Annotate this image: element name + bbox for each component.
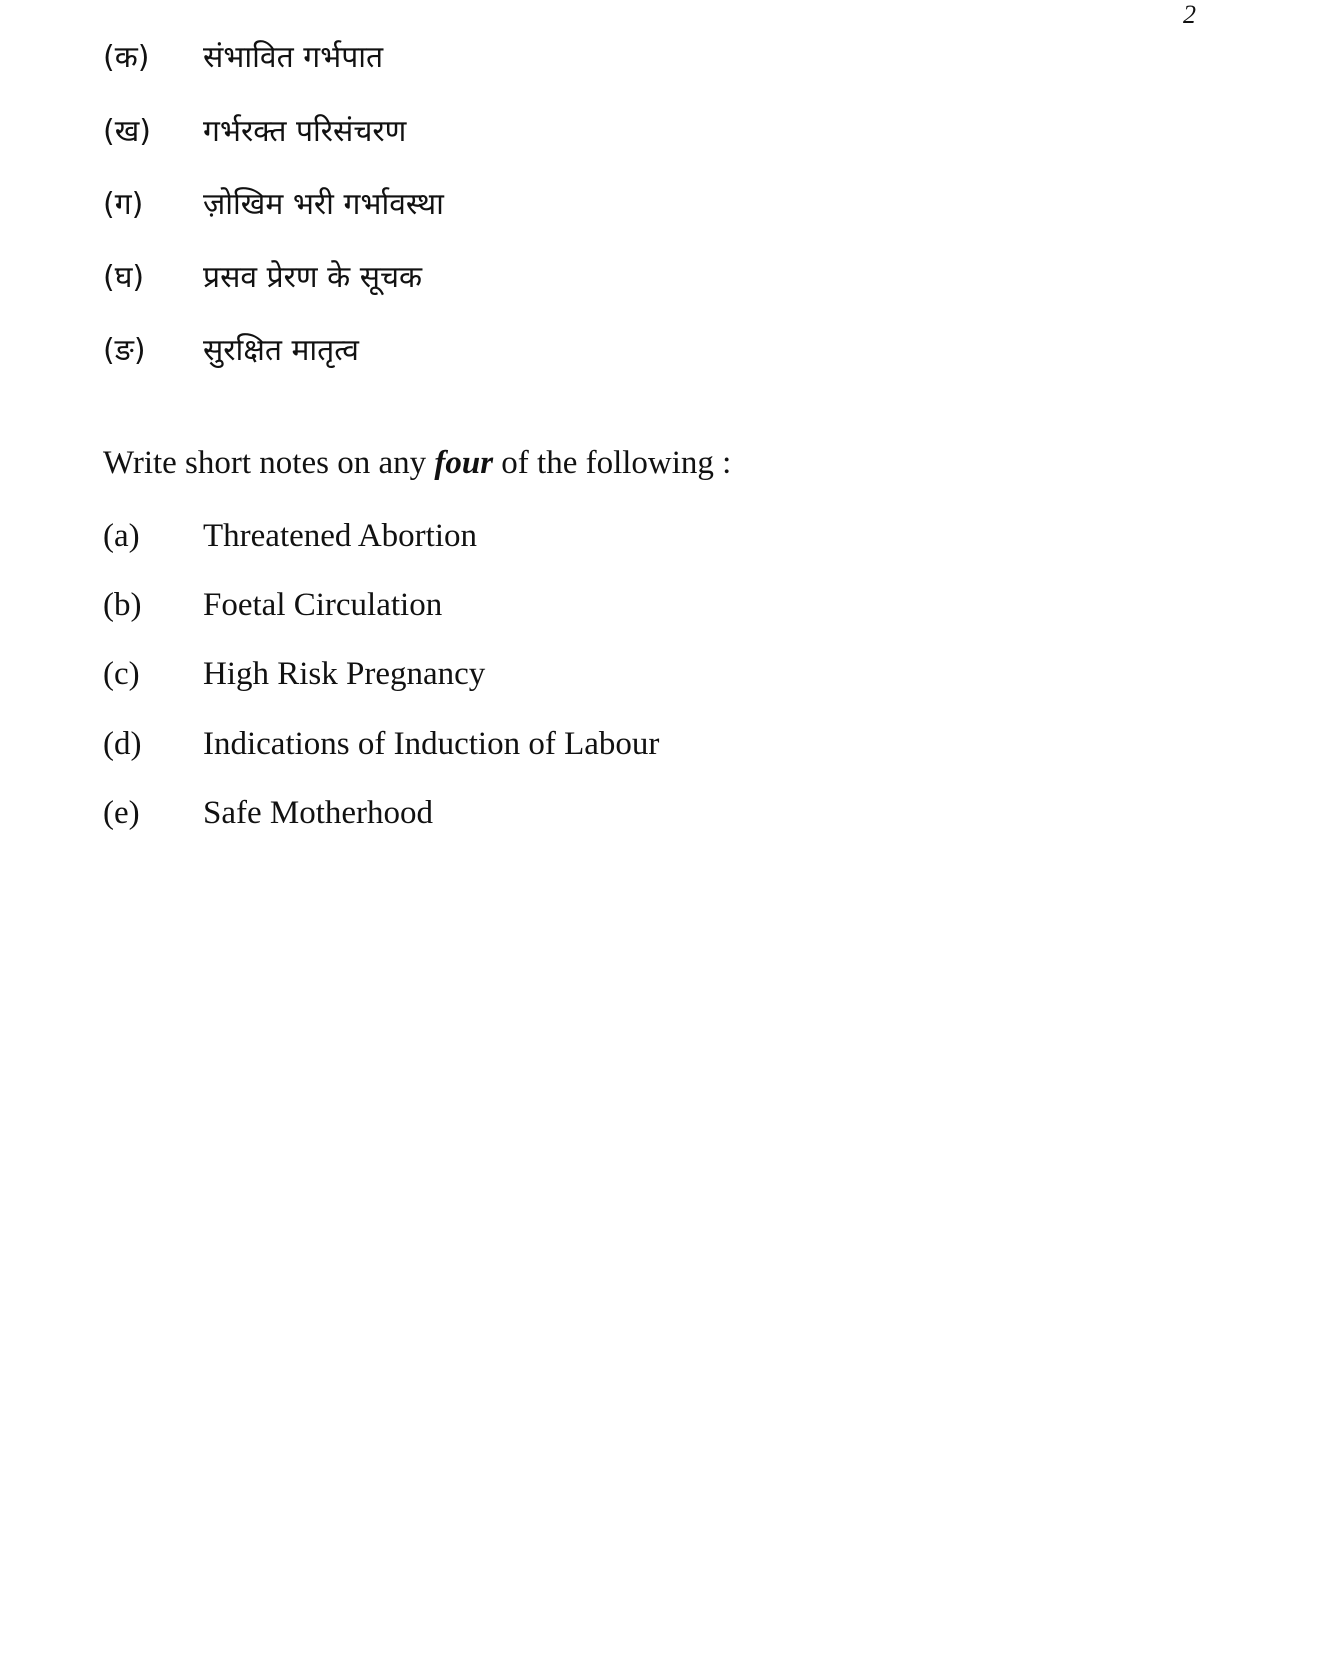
item-label: (d) [103,725,142,762]
item-text: Safe Motherhood [203,794,434,831]
item-label: (घ) [103,259,145,295]
item-text: High Risk Pregnancy [203,655,486,692]
item-text: Foetal Circulation [203,586,443,623]
item-label: (ङ) [103,332,146,368]
item-text: गर्भरक्त परिसंचरण [203,113,407,149]
item-text: सुरक्षित मातृत्व [203,332,359,368]
hindi-item [103,328,359,368]
item-text: Indications of Induction of Labour [203,725,660,762]
item-text: Threatened Abortion [203,517,477,554]
item-label: (e) [103,794,140,831]
item-label: (क) [103,39,150,75]
item-label: (b) [103,586,142,623]
item-label: (ग) [103,186,144,222]
item-label: (c) [103,655,140,692]
item-text: प्रसव प्रेरण के सूचक [203,259,423,295]
english-item [103,585,442,625]
instruction-text: Write short notes on any [103,445,435,481]
page-number: 2 [1183,0,1196,29]
hindi-item [103,109,406,149]
item-label: (ख) [103,113,151,149]
english-item [103,654,485,694]
item-label: (a) [103,517,140,554]
english-item [103,516,477,556]
instruction-heading [103,445,731,482]
english-item [103,724,659,764]
instruction-emphasis: four [434,445,494,481]
english-item [103,793,433,833]
hindi-item [103,255,422,295]
instruction-text-end: of the following : [493,445,732,481]
item-text: संभावित गर्भपात [203,39,384,75]
hindi-item [103,35,383,75]
hindi-item [103,182,444,222]
item-text: ज़ोखिम भरी गर्भावस्था [203,186,444,222]
